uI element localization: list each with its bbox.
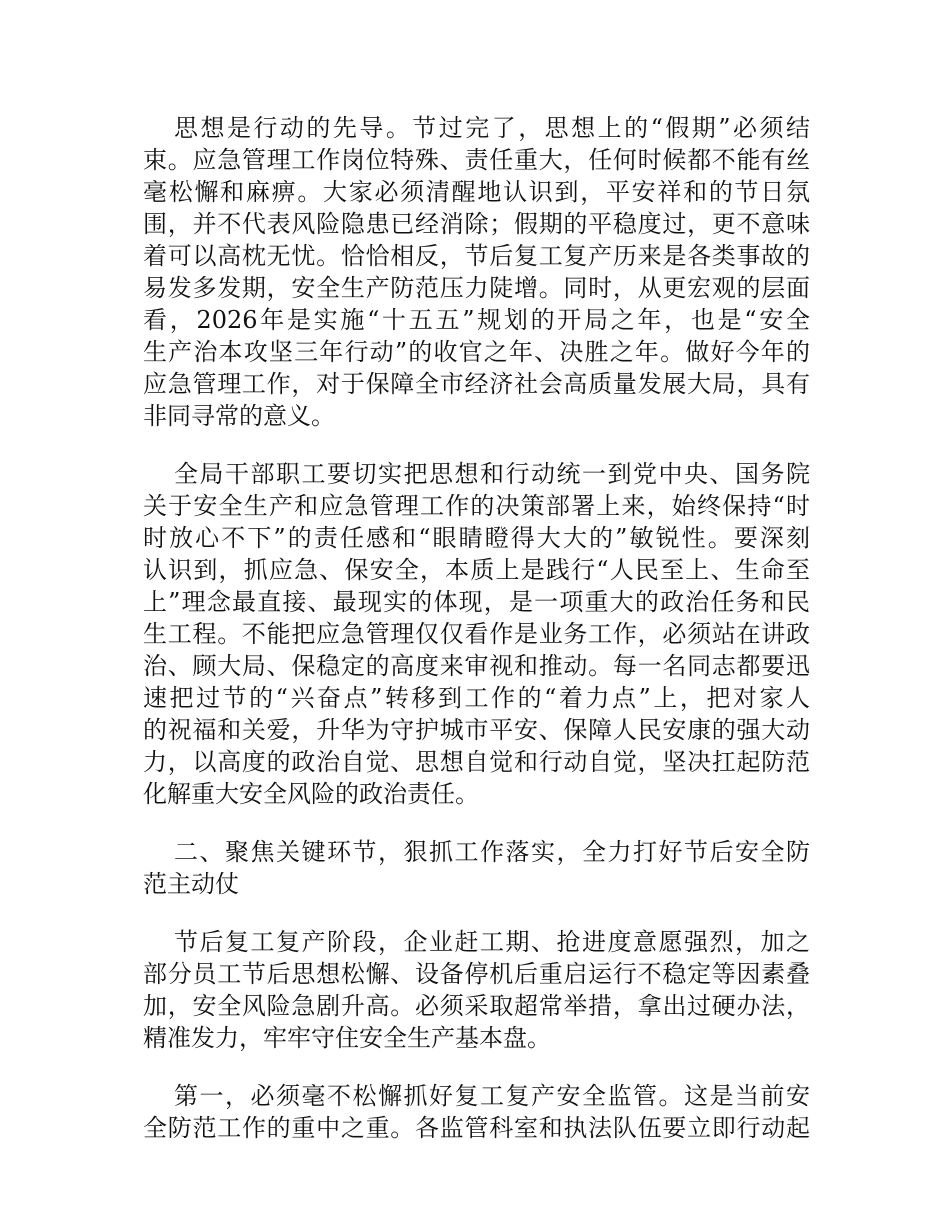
text-line: 力，以高度的政治自觉、思想自觉和行动自觉，坚决扛起防范	[143, 748, 810, 776]
text-line: 速把过节的“兴奋点”转移到工作的“着力点”上，把对家人	[143, 684, 810, 712]
section-heading	[143, 836, 810, 900]
text-line: 束。应急管理工作岗位特殊、责任重大，任何时候都不能有丝	[143, 146, 810, 174]
text-line: 范主动仗	[143, 870, 239, 898]
text-line: 精准发力，牢牢守住安全生产基本盘。	[143, 1024, 551, 1052]
text-line: 全局干部职工要切实把思想和行动统一到党中央、国务院	[174, 460, 810, 488]
text-line: 上”理念最直接、最现实的体现，是一项重大的政治任务和民	[143, 588, 810, 616]
paragraph	[143, 1080, 810, 1144]
paragraph	[143, 112, 810, 432]
text-line: 治、顾大局、保稳定的高度来审视和推动。每一名同志都要迅	[143, 652, 810, 680]
text-line: 的祝福和关爱，升华为守护城市平安、保障人民安康的强大动	[143, 716, 810, 744]
text-line: 着可以高枕无忧。恰恰相反，节后复工复产历来是各类事故的	[143, 242, 810, 270]
text-line: 围，并不代表风险隐患已经消除；假期的平稳度过，更不意味	[143, 210, 810, 238]
text-line: 生工程。不能把应急管理仅仅看作是业务工作，必须站在讲政	[143, 620, 810, 648]
text-line: 第一，必须毫不松懈抓好复工复产安全监管。这是当前安	[174, 1082, 810, 1110]
text-line: 应急管理工作，对于保障全市经济社会高质量发展大局，具有	[143, 370, 810, 398]
document-page	[143, 112, 810, 1170]
text-line: 化解重大安全风险的政治责任。	[143, 780, 479, 808]
text-line: 思想是行动的先导。节过完了，思想上的“假期”必须结	[174, 114, 810, 142]
text-line: 非同寻常的意义。	[143, 402, 335, 430]
text-line: 关于安全生产和应急管理工作的决策部署上来，始终保持“时	[143, 492, 810, 520]
paragraph	[143, 926, 810, 1054]
text-line: 毫松懈和麻痹。大家必须清醒地认识到，平安祥和的节日氛	[143, 178, 810, 206]
text-line: 认识到，抓应急、保安全，本质上是践行“人民至上、生命至	[143, 556, 810, 584]
text-line: 二、聚焦关键环节，狠抓工作落实，全力打好节后安全防	[174, 838, 810, 866]
text-line: 加，安全风险急剧升高。必须采取超常举措，拿出过硬办法，	[143, 992, 810, 1020]
text-line: 易发多发期，安全生产防范压力陡增。同时，从更宏观的层面	[143, 274, 810, 302]
paragraph	[143, 458, 810, 810]
text-line: 节后复工复产阶段，企业赶工期、抢进度意愿强烈，加之	[174, 928, 810, 956]
text-line: 全防范工作的重中之重。各监管科室和执法队伍要立即行动起	[143, 1114, 810, 1142]
text-line: 部分员工节后思想松懈、设备停机后重启运行不稳定等因素叠	[143, 960, 810, 988]
text-line: 生产治本攻坚三年行动”的收官之年、决胜之年。做好今年的	[143, 338, 810, 366]
text-line: 时放心不下”的责任感和“眼睛瞪得大大的”敏锐性。要深刻	[143, 524, 810, 552]
text-line: 看，2026年是实施“十五五”规划的开局之年，也是“安全	[143, 306, 810, 334]
